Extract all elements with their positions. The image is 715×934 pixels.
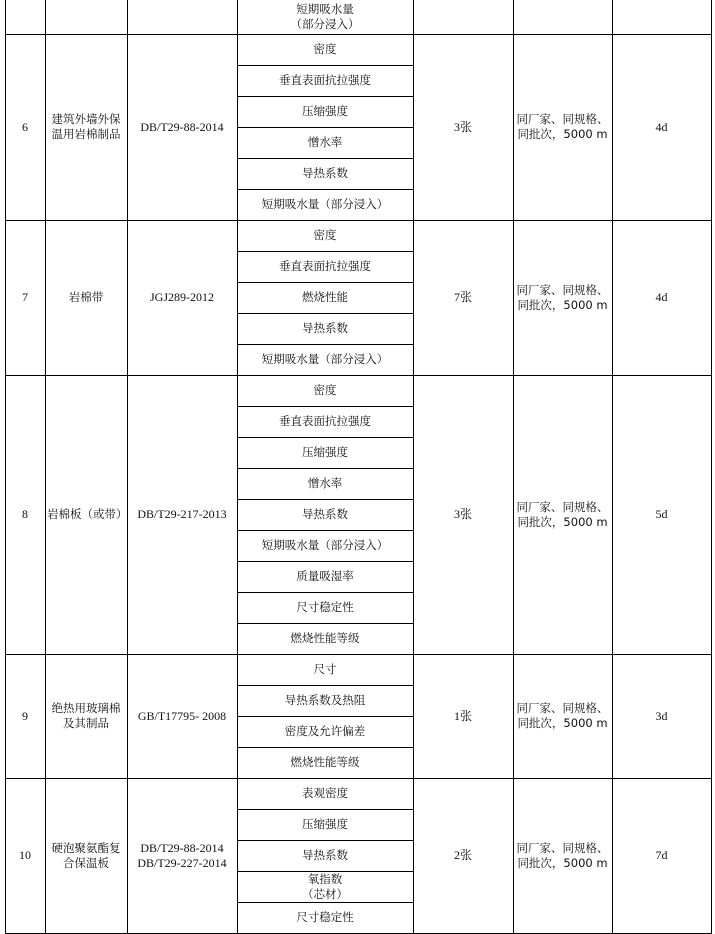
row-divider <box>237 189 414 190</box>
test-item <box>237 0 413 34</box>
sample-quantity-line: 7张 <box>453 290 472 304</box>
test-item-line: 垂直表面抗拉强度 <box>279 259 371 273</box>
test-item <box>237 685 413 716</box>
test-item-line: 密度 <box>313 383 337 397</box>
batch-rule-line: 同批次，5000 m <box>517 514 608 529</box>
test-item-line: 燃烧性能等级 <box>290 755 360 769</box>
column-divider <box>513 0 514 934</box>
row-number-line: 7 <box>22 290 28 304</box>
test-item-line: 压缩强度 <box>302 445 348 459</box>
test-item <box>237 313 413 344</box>
turnaround-days <box>612 375 711 654</box>
sample-quantity <box>413 220 513 375</box>
product-name <box>45 220 127 375</box>
test-item <box>237 809 413 840</box>
test-item-line: 密度及允许偏差 <box>284 724 366 738</box>
test-item <box>237 778 413 809</box>
test-item-line: （部分浸入） <box>290 17 360 31</box>
product-name-line: 温用岩棉制品 <box>51 127 121 141</box>
standard-code <box>127 34 237 220</box>
test-item-line: （芯材） <box>302 886 348 901</box>
test-item <box>237 34 413 65</box>
test-item <box>237 499 413 530</box>
test-item-line: 燃烧性能等级 <box>290 631 360 645</box>
test-item-line: 垂直表面抗拉强度 <box>279 73 371 87</box>
test-item <box>237 158 413 189</box>
sample-quantity-line: 3张 <box>453 507 472 521</box>
row-divider <box>237 902 414 903</box>
row-divider <box>237 437 414 438</box>
test-item-line: 尺寸稳定性 <box>296 910 354 924</box>
product-name <box>45 34 127 220</box>
test-item-line: 导热系数 <box>302 848 348 862</box>
test-item <box>237 282 413 313</box>
test-item-line: 压缩强度 <box>302 817 348 831</box>
test-item <box>237 716 413 747</box>
test-item <box>237 623 413 654</box>
product-name-line: 及其制品 <box>63 716 109 730</box>
product-name-line: 建筑外墙外保 <box>51 112 121 126</box>
row-divider <box>237 809 414 810</box>
standard-code <box>127 778 237 933</box>
test-item <box>237 251 413 282</box>
sample-quantity <box>413 375 513 654</box>
row-divider <box>237 840 414 841</box>
test-item <box>237 65 413 96</box>
standard-code-line: DB/T29-227-2014 <box>137 855 227 870</box>
sample-quantity <box>413 654 513 778</box>
test-item <box>237 902 413 933</box>
test-item <box>237 530 413 561</box>
sample-quantity-line: 1张 <box>453 708 472 723</box>
test-item-line: 垂直表面抗拉强度 <box>279 414 371 428</box>
row-divider <box>237 685 414 686</box>
batch-rule <box>513 778 612 933</box>
batch-rule-line: 同批次，5000 m <box>517 855 608 870</box>
row-number <box>5 778 45 933</box>
product-name <box>45 654 127 778</box>
batch-rule-line: 同厂家、同规格、 <box>516 112 609 126</box>
batch-rule-line: 同批次，5000 m <box>517 716 608 730</box>
test-item <box>237 871 413 902</box>
product-name-line: 硬泡聚氨酯复 <box>51 840 121 855</box>
row-number-line: 10 <box>19 848 31 862</box>
standard-code <box>127 375 237 654</box>
row-number <box>5 654 45 778</box>
row-divider <box>237 65 414 66</box>
test-item-line: 质量吸湿率 <box>296 569 354 583</box>
turnaround-days-line: 4d <box>655 119 668 134</box>
test-item-line: 短期吸水量（部分浸入） <box>261 197 389 211</box>
turnaround-days-line: 5d <box>655 507 668 521</box>
sample-quantity-line: 2张 <box>453 848 472 862</box>
test-item <box>237 437 413 468</box>
batch-rule-line: 同批次，5000 m <box>517 127 608 141</box>
row-divider <box>237 96 414 97</box>
test-item-line: 尺寸稳定性 <box>296 600 354 614</box>
batch-rule <box>513 375 612 654</box>
row-divider <box>237 623 414 624</box>
row-number-line: 8 <box>22 507 28 521</box>
standard-code-line: DB/T29-217-2013 <box>137 507 227 521</box>
row-number-line: 6 <box>22 119 28 134</box>
batch-rule-line: 同厂家、同规格、 <box>516 499 609 514</box>
test-item <box>237 747 413 778</box>
row-divider <box>237 251 414 252</box>
test-item <box>237 127 413 158</box>
test-item <box>237 654 413 685</box>
test-item <box>237 840 413 871</box>
batch-rule <box>513 220 612 375</box>
batch-rule-line: 同厂家、同规格、 <box>516 701 609 715</box>
test-item-line: 表观密度 <box>302 786 348 800</box>
row-divider <box>237 499 414 500</box>
test-item-line: 密度 <box>313 228 337 242</box>
product-name-line: 岩棉板（或带） <box>47 507 128 521</box>
test-item-line: 燃烧性能 <box>302 290 348 304</box>
test-item <box>237 406 413 437</box>
turnaround-days <box>612 654 711 778</box>
product-name <box>45 375 127 654</box>
standard-code-line: DB/T29-88-2014 <box>140 840 224 855</box>
column-divider <box>45 0 46 934</box>
row-divider <box>237 561 414 562</box>
test-item <box>237 592 413 623</box>
row-divider <box>237 344 414 345</box>
row-divider <box>237 313 414 314</box>
sample-quantity <box>413 34 513 220</box>
standard-code-line: DB/T29-88-2014 <box>140 119 224 134</box>
standards-table <box>5 0 711 930</box>
test-item <box>237 468 413 499</box>
test-item <box>237 220 413 251</box>
turnaround-days-line: 7d <box>655 848 668 862</box>
test-item-line: 短期吸水量（部分浸入） <box>261 538 389 552</box>
row-divider <box>237 716 414 717</box>
row-divider <box>237 158 414 159</box>
column-divider <box>413 0 414 934</box>
test-item-line: 短期吸水量 <box>296 2 354 16</box>
column-divider <box>612 0 613 934</box>
column-divider <box>237 0 238 934</box>
test-item-line: 憎水率 <box>307 476 343 490</box>
batch-rule-line: 同批次，5000 m <box>517 297 608 312</box>
turnaround-days <box>612 778 711 933</box>
turnaround-days <box>612 220 711 375</box>
sample-quantity <box>413 778 513 933</box>
standard-code-line: GB/T17795- 2008 <box>137 708 227 723</box>
product-name <box>45 778 127 933</box>
test-item <box>237 375 413 406</box>
row-divider <box>237 530 414 531</box>
test-item-line: 密度 <box>313 42 337 56</box>
batch-rule <box>513 654 612 778</box>
row-number <box>5 375 45 654</box>
test-item-line: 导热系数 <box>302 321 348 335</box>
row-divider <box>237 871 414 872</box>
test-item-line: 短期吸水量（部分浸入） <box>261 352 389 366</box>
test-item-line: 尺寸 <box>313 662 337 676</box>
product-name-line: 合保温板 <box>63 855 109 870</box>
row-number <box>5 220 45 375</box>
test-item-line: 憎水率 <box>307 135 343 149</box>
test-item-line: 导热系数 <box>302 166 348 180</box>
row-number <box>5 34 45 220</box>
batch-rule-line: 同厂家、同规格、 <box>516 840 609 855</box>
column-divider <box>127 0 128 934</box>
row-divider <box>237 127 414 128</box>
product-name-line: 绝热用玻璃棉 <box>51 701 121 715</box>
row-number-line: 9 <box>22 708 28 723</box>
test-item-line: 导热系数及热阻 <box>284 693 366 707</box>
turnaround-days <box>612 34 711 220</box>
product-name-line: 岩棉带 <box>68 290 104 304</box>
standard-code-line: JGJ289-2012 <box>149 290 214 304</box>
test-item <box>237 344 413 375</box>
batch-rule-line: 同厂家、同规格、 <box>516 282 609 297</box>
batch-rule <box>513 34 612 220</box>
test-item <box>237 96 413 127</box>
turnaround-days-line: 4d <box>655 290 668 304</box>
test-item-line: 导热系数 <box>302 507 348 521</box>
test-item <box>237 561 413 592</box>
row-divider <box>237 406 414 407</box>
column-divider <box>711 0 712 934</box>
turnaround-days-line: 3d <box>655 708 668 723</box>
row-divider <box>237 282 414 283</box>
row-divider <box>237 592 414 593</box>
test-item <box>237 189 413 220</box>
test-item-line: 压缩强度 <box>302 104 348 118</box>
standard-code <box>127 220 237 375</box>
test-item-line: 氧指数 <box>307 871 343 886</box>
standard-code <box>127 654 237 778</box>
column-divider <box>5 0 6 934</box>
row-divider <box>237 747 414 748</box>
sample-quantity-line: 3张 <box>453 119 472 134</box>
row-divider <box>237 468 414 469</box>
